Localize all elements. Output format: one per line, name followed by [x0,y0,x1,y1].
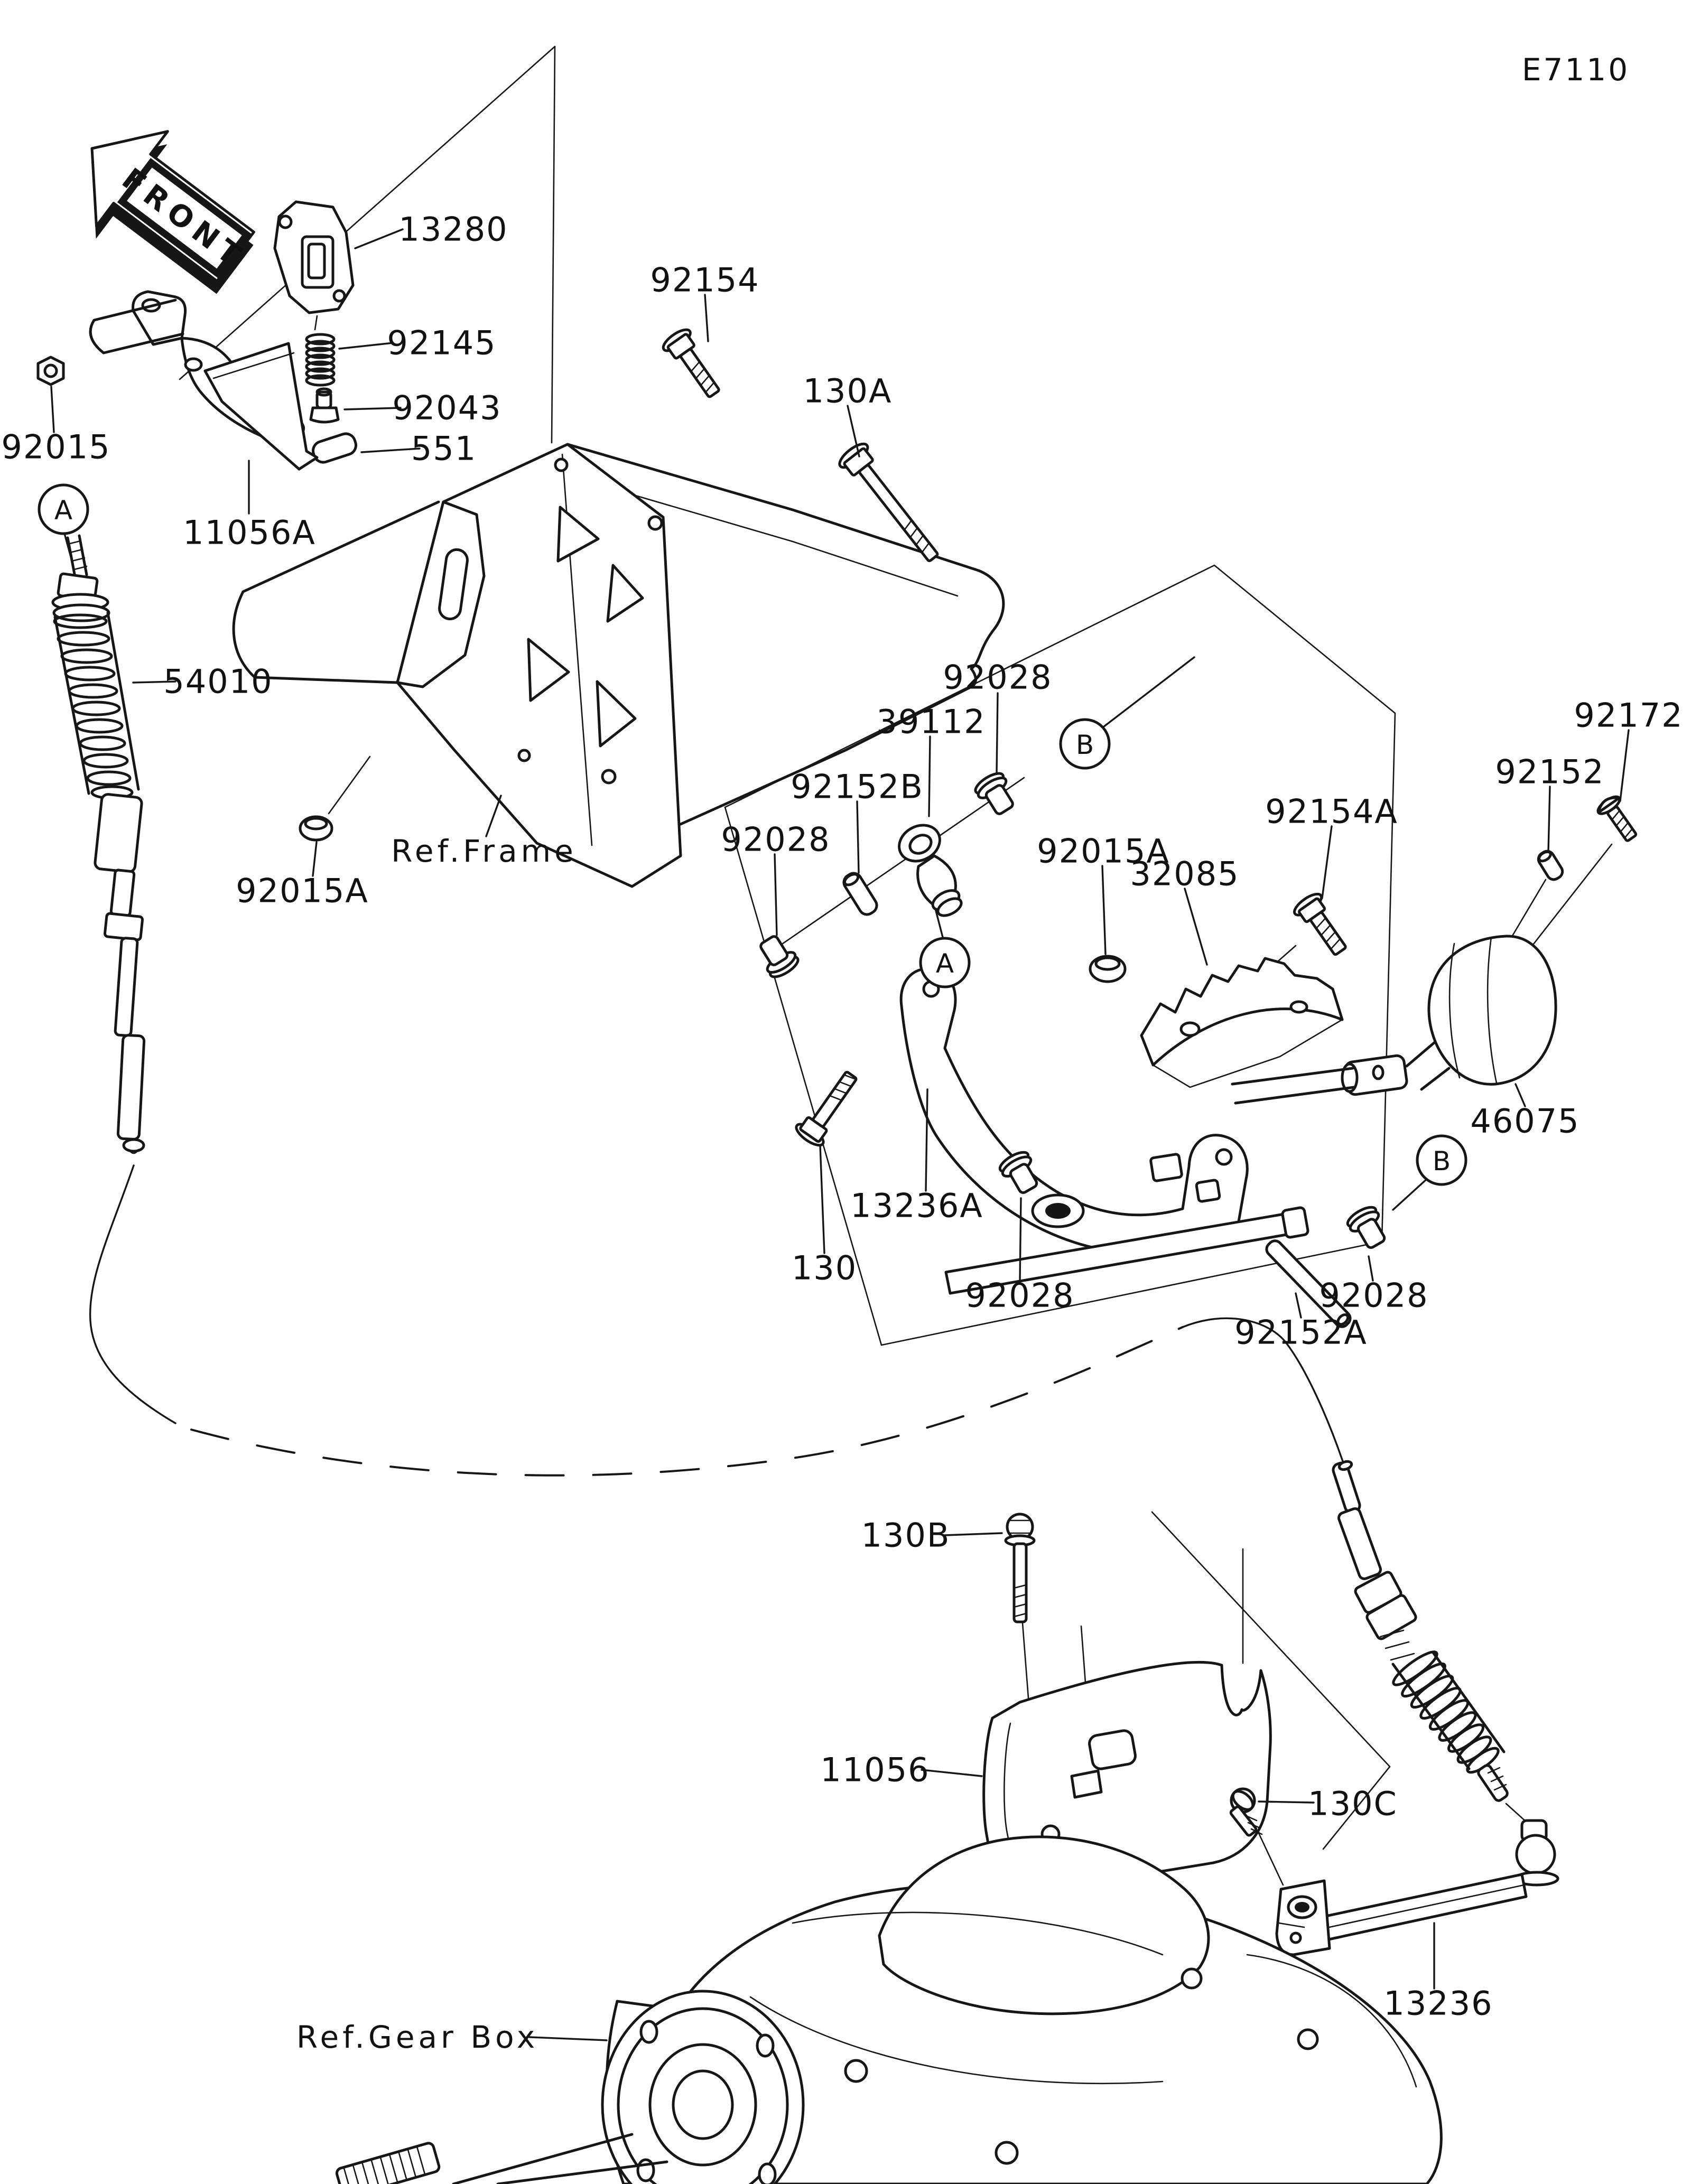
callout-551: 551 [411,429,477,468]
screw-92172 [1595,793,1642,845]
cable-54010 [53,536,144,1153]
front-label: FRONT [115,161,252,276]
bracket-11056a [90,292,317,469]
elbow-39112 [893,818,964,919]
lever-13236a [901,969,1354,1293]
bushing-92028-right [1345,1203,1391,1252]
marker-b-low-label: B [1432,1146,1451,1177]
pin-551 [311,431,358,464]
callout-13236: 13236 [1383,1984,1493,2023]
sleeve-92152b [841,870,879,917]
front-direction-arrow [50,101,278,318]
callout-92152a: 92152A [1234,1313,1368,1352]
callout-92028-left: 92028 [721,820,831,859]
lever-13236 [1277,1821,1558,1955]
marker-a-top-label: A [54,495,73,526]
callout-46075: 46075 [1470,1102,1580,1141]
sleeve-92152 [1536,848,1565,882]
bracket-13280 [275,202,353,330]
callout-13280: 13280 [398,210,508,249]
callout-130c: 130C [1308,1784,1398,1823]
cable-lower [1332,1460,1527,1823]
callout-92015a-mid: 92015A [1037,832,1170,871]
bolt-130b [1006,1514,1034,1622]
callout-130: 130 [791,1248,858,1287]
callout-92145: 92145 [387,323,497,362]
callout-92015a-left: 92015A [236,871,369,910]
callout-32085: 32085 [1130,854,1240,893]
callout-92154: 92154 [650,260,760,300]
callout-11056: 11056 [820,1750,930,1789]
callout-92043: 92043 [392,388,502,427]
bolt-92154a [1292,890,1354,960]
marker-b-top-label: B [1075,730,1094,760]
bolt-130a [836,440,947,568]
cable-route [90,1165,1343,1476]
nut-92015a-left [300,817,332,840]
drawing-code: E7110 [1521,52,1630,88]
ref-frame-label: Ref.Frame [391,833,577,869]
callout-92028-bottom: 92028 [965,1276,1075,1315]
knob-46075 [1342,936,1556,1096]
callout-130b: 130B [861,1516,951,1555]
spring-92145 [306,334,334,385]
marker-a-mid-label: A [935,948,954,979]
callout-54010: 54010 [163,662,273,701]
bolt-92154 [660,326,727,403]
callout-92154a: 92154A [1265,792,1398,831]
ref-gearbox-label: Ref.Gear Box [296,2019,539,2055]
nut-92015 [38,357,63,385]
callout-130a: 130A [803,371,893,410]
bushing-92028-left [754,931,801,981]
gate-32085 [1141,958,1342,1087]
callout-92172: 92172 [1574,696,1684,735]
bushing-92028-top [972,770,1019,819]
callout-39112: 39112 [876,702,986,741]
callout-92152: 92152 [1495,752,1605,791]
ref-gearbox-assembly [336,1837,1441,2184]
callouts [1,52,1683,2055]
callout-11056a: 11056A [183,513,316,552]
callout-92028-top: 92028 [943,658,1053,697]
callout-92152b: 92152B [791,767,924,806]
callout-92015: 92015 [1,427,111,466]
callout-13236a: 13236A [850,1186,983,1225]
nut-92015a-mid [1090,956,1125,982]
pin-92043 [311,389,338,422]
callout-92028-right: 92028 [1319,1276,1429,1315]
